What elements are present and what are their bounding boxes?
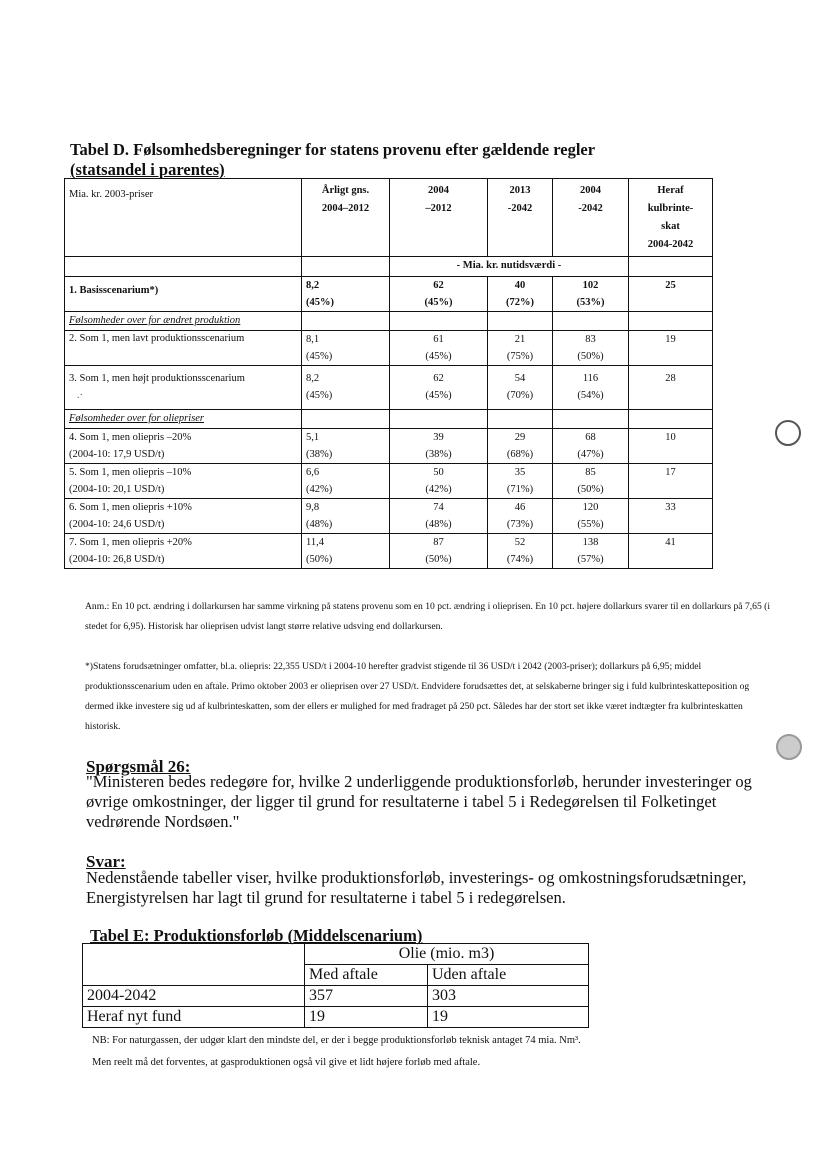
punch-hole-icon: [775, 420, 801, 446]
table-d-title-line2: (statsandel i parentes): [70, 160, 225, 179]
question-heading: Spørgsmål 26:: [86, 757, 191, 776]
col-uden-aftale: Uden aftale: [428, 965, 589, 986]
npv-label: - Mia. kr. nutidsværdi -: [390, 257, 629, 277]
nb-line2: Men reelt må det forventes, at gasproduktionen også vil give et lidt højere forløb med aftale.: [92, 1057, 481, 1068]
table-row: Heraf nyt fund 19 19: [83, 1007, 589, 1028]
unit-label: Mia. kr. 2003-priser: [65, 179, 302, 257]
table-row: 7. Som 1, men oliepris +20% (2004-10: 26,8 USD/t) 11,4 (50%) 87 (50%) 52 (74%) 138 (57%) 41: [65, 534, 713, 569]
col-header-tax: Heraf kulbrinte- skat 2004-2042: [629, 179, 713, 257]
question-text: "Ministeren bedes redegøre for, hvilke 2 underliggende produktionsforløb, herunder investeringer og øvrige omkostninger, der ligger til grund for resultaterne i tabel 5 i Redegørelsen til Folketinget vedrørende Nordsøen.": [86, 772, 752, 831]
col-header-annual: Årligt gns. 2004–2012: [302, 179, 390, 257]
table-row: 2004-2042 357 303: [83, 986, 589, 1007]
section-row: [65, 312, 713, 331]
table-d: [64, 178, 713, 569]
group-header: Olie (mio. m3): [305, 944, 589, 965]
table-e-title: Tabel E: Produktionsforløb (Middelscenarium): [90, 926, 423, 945]
section-production: Følsomheder over for ændret produktion: [65, 312, 302, 331]
table-d-title: [70, 140, 595, 180]
nb-line1: NB: For naturgassen, der udgør klart den mindste del, er der i begge produktionsforløb teknisk antaget 74 mia. Nm³.: [92, 1035, 581, 1046]
col-med-aftale: Med aftale: [305, 965, 428, 986]
answer-text: Nedenstående tabeller viser, hvilke produktionsforløb, investerings- og omkostningsforudsætninger, Energistyrelsen har lagt til grund for resultaterne i tabel 5 i redegørelsen.: [86, 868, 747, 907]
table-row: 6. Som 1, men oliepris +10% (2004-10: 24,6 USD/t) 9,8 (48%) 74 (48%) 46 (73%) 120 (55%) 33: [65, 499, 713, 534]
table-row: 1. Basisscenarium*) 8,2 (45%) 62 (45%) 40 (72%) 102 (53%) 25: [65, 277, 713, 312]
note-dollar: Anm.: En 10 pct. ændring i dollarkursen har samme virkning på statens provenu som en 10 pct. ændring i olieprisen. En 10 pct. højere dollarkurs svarer til en dollarkurs på 7,65 (i stedet for 6,95). Historisk har olieprisen udvist langt større relative udsving end dollarkursen.: [85, 601, 771, 632]
section-oil: Følsomheder over for oliepriser: [65, 410, 302, 429]
table-d-title-line1: Tabel D. Følsomhedsberegninger for statens provenu efter gældende regler: [70, 140, 596, 159]
table-row: 4. Som 1, men oliepris –20% (2004-10: 17,9 USD/t) 5,1 (38%) 39 (38%) 29 (68%) 68 (47%) 10: [65, 429, 713, 464]
table-d-npv-row: [65, 257, 713, 277]
nb-note: [92, 1030, 772, 1074]
note-assumptions: *)Statens forudsætninger omfatter, bl.a. oliepris: 22,355 USD/t i 2004-10 herefter gradvist stigende til 36 USD/t i 2042 (2003-priser); dollarkurs på 6,95; middel produktionsscenarium uden en aftale. Primo oktober 2003 er olieprisen over 27 USD/t. Endvidere forudsættes det, at selskaberne bringer sig i fuld kulbrinteskatteposition og dermed ikke investere sig ud af kulbrinteskatten, som der ellers er mulighed for med fradraget på 250 pct. Således har der stort set ikke været indtægter fra kulbrinteskatten historisk.: [85, 661, 750, 732]
answer-heading: Svar:: [86, 852, 126, 871]
section-row: [65, 410, 713, 429]
table-row: 2. Som 1, men lavt produktionsscenarium 8,1 (45%) 61 (45%) 21 (75%) 83 (50%) 19: [65, 331, 713, 366]
punch-hole-icon: [776, 734, 802, 760]
table-d-header-row: [65, 179, 713, 257]
col-header-2013-2042: 2013 -2042: [488, 179, 553, 257]
col-header-2004-2042: 2004 -2042: [553, 179, 629, 257]
table-row: 5. Som 1, men oliepris –10% (2004-10: 20,1 USD/t) 6,6 (42%) 50 (42%) 35 (71%) 85 (50%) 17: [65, 464, 713, 499]
table-row: 3. Som 1, men højt produktionsscenarium .· 8,2 (45%) 62 (45%) 54 (70%) 116 (54%) 28: [65, 366, 713, 410]
table-e: [82, 943, 589, 1028]
col-header-2004-2012: 2004 –2012: [390, 179, 488, 257]
